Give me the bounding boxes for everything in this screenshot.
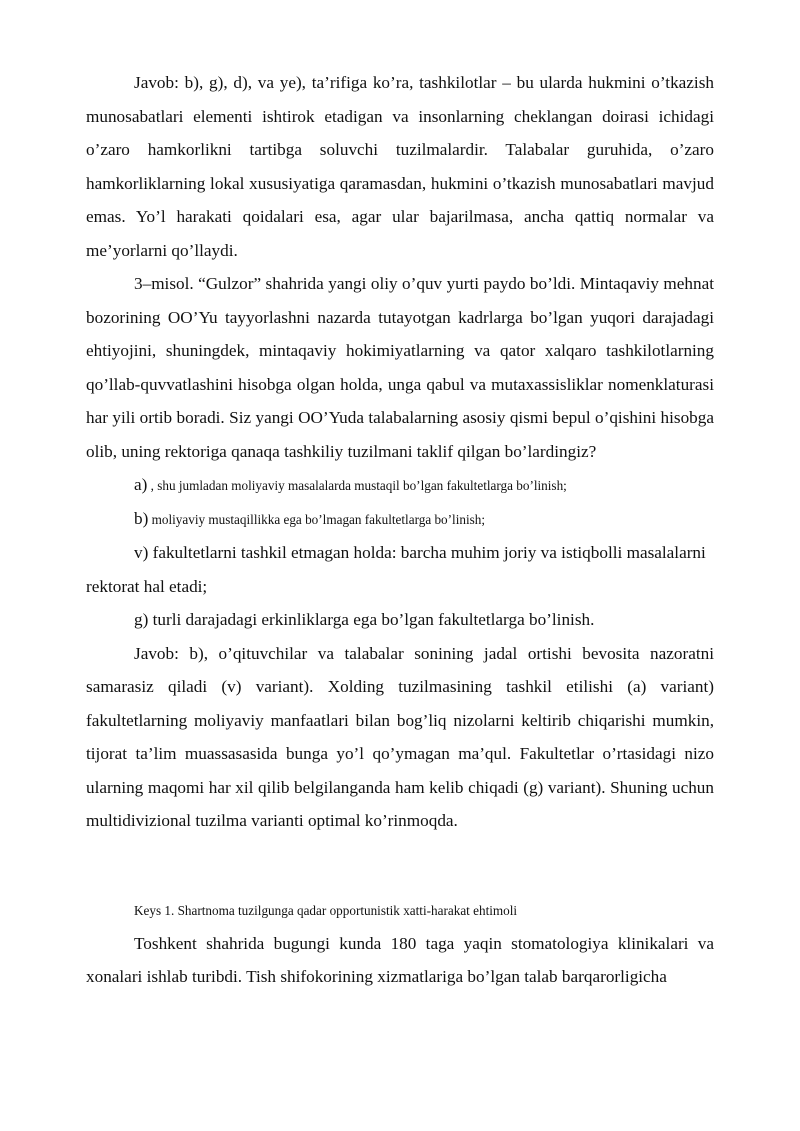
example-3-paragraph: 3–misol. “Gulzor” shahrida yangi oliy o’quv yurti paydo bo’ldi. Mintaqaviy mehnat bozorining OO’Yu tayyorlashni nazarda tutayotgan kadrlarga bo’lgan yuqori darajadagi ehtiyojini, shuningdek, mintaqaviy hokimiyatlarning va qator xalqaro tashkilotlarning qo’llab-quvvatlashini hisobga olgan holda, unga qabul va mutaxassisliklar nomenklaturasi har yili ortib boradi. Siz yangi OO’Yuda talabalarning asosiy qismi bepul o’qishini hisobga olib, uning rektoriga qanaqa tashkiliy tuzilmani taklif qilgan bo’lardingiz?: [86, 274, 714, 461]
case-paragraph: Toshkent shahrida bugungi kunda 180 taga yaqin stomatologiya klinikalari va xonalari ishlab turibdi. Tish shifokorining xizmatlariga bo’lgan talab barqarorligicha: [86, 933, 714, 986]
option-a-letter: a): [134, 475, 148, 494]
option-v: v) fakultetlarni tashkil etmagan holda: barcha muhim joriy va istiqbolli masalalarni rektorat hal etadi;: [86, 543, 706, 596]
option-a: [86, 468, 714, 502]
option-a-text: , shu jumladan moliyaviy masalalarda mustaqil bo’lgan fakultetlarga bo’linish;: [147, 478, 567, 493]
option-b-letter: b): [134, 509, 149, 528]
case-heading: Keys 1. Shartnoma tuzilgunga qadar opportunistik xatti-harakat ehtimoli: [134, 902, 518, 918]
option-g: g) turli darajadagi erkinliklarga ega bo’lgan fakultetlarga bo’linish.: [134, 610, 595, 629]
option-b-text: moliyaviy mustaqillikka ega bo’lmagan fakultetlarga bo’linish;: [148, 512, 486, 527]
option-b: [86, 502, 714, 536]
answer-paragraph-2: Javob: b), o’qituvchilar va talabalar sonining jadal ortishi bevosita nazoratni samarasiz qiladi (v) variant). Xolding tuzilmasining tashkil etilishi (a) variant) fakultetlarning moliyaviy manfaatlari bilan bog’liq nizolarni keltirib chiqarishi mumkin, tijorat ta’lim muassasasida bunga yo’l qo’ymagan ma’qul. Fakultetlar o’rtasidagi nizo ularning maqomi har xil qilib belgilanganda ham kelib chiqadi (g) variant). Shuning uchun multidivizional tuzilma varianti optimal ko’rinmoqda.: [86, 643, 714, 830]
answer-paragraph-1: Javob: b), g), d), va ye), ta’rifiga ko’ra, tashkilotlar – bu ularda hukmini o’tkazish munosabatlari elementi ishtirok etadigan va insonlarning cheklangan doirasi ichidagi o’zaro hamkorlikni tartibga soluvchi tuzilmalardir. Talabalar guruhida, o’zaro hamkorliklarning lokal xususiyatiga qaramasdan, hukmini o’tkazish munosabatlari mavjud emas. Yo’l harakati qoidalari esa, agar ular bajarilmasa, ancha qattiq normalar va me’yorlarni qo’llaydi.: [86, 73, 714, 260]
document-page: [86, 66, 714, 994]
